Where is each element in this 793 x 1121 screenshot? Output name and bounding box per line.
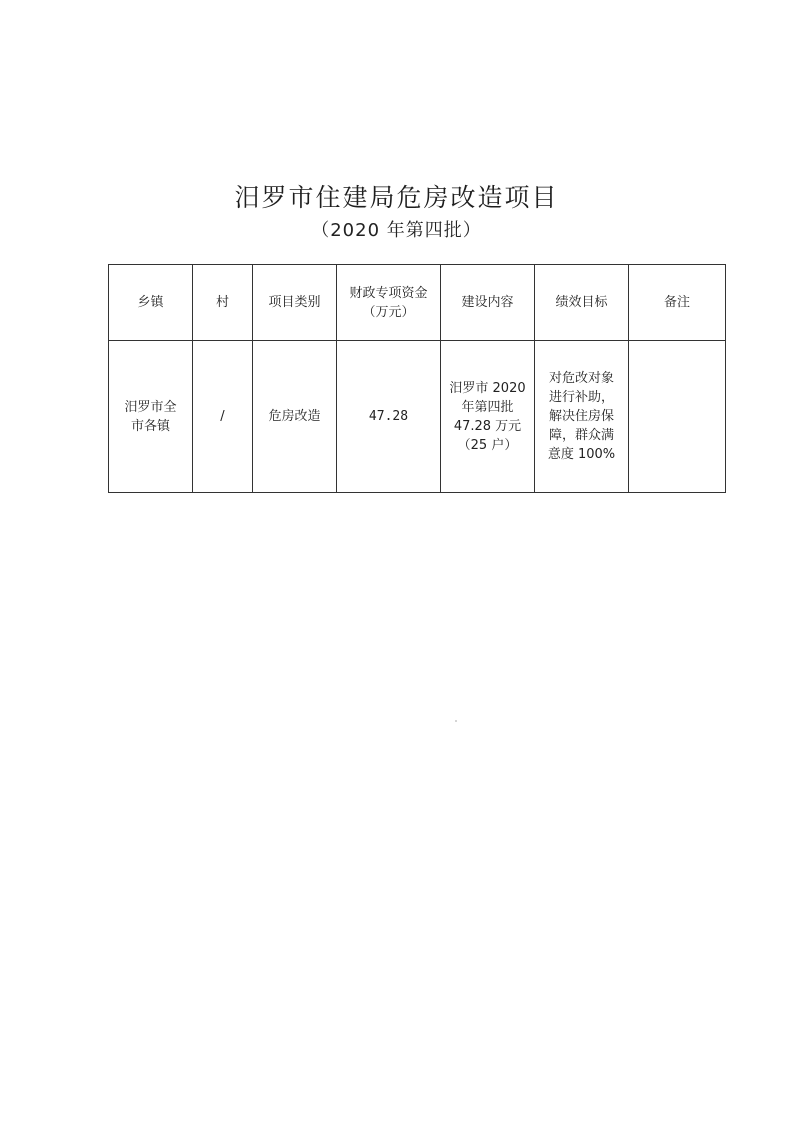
cell-content-line1: 汨罗市 2020 [449,380,526,396]
header-funds-line2: （万元） [362,304,415,320]
table-header-row [109,265,726,341]
cell-township-line1: 汨罗市全 [124,399,177,415]
header-funds [337,265,441,341]
cell-village: / [193,341,253,493]
header-content: 建设内容 [441,265,535,341]
cell-content [441,341,535,493]
cell-goal-line5: 意度 100% [547,447,616,462]
project-table [108,264,726,493]
document-title: 汨罗市住建局危房改造项目 [234,183,559,212]
cell-content-line4: （25 户） [457,437,518,453]
cell-goal-line1: 对危改对象 [548,371,614,386]
cell-content-line2: 年第四批 [461,399,514,415]
header-category: 项目类别 [253,265,337,341]
header-remarks: 备注 [629,265,726,341]
header-village: 村 [193,265,253,341]
cell-remarks [629,341,726,493]
cell-content-line3: 47.28 万元 [453,418,522,434]
cell-goal-line3: 解决住房保 [548,409,614,424]
header-township: 乡镇 [109,265,193,341]
cell-goal-line2: 进行补助， [548,390,614,405]
cell-township-line2: 市各镇 [130,418,170,434]
cell-township [109,341,193,493]
document-subtitle: （2020 年第四批） [311,220,482,241]
table-row [109,341,726,493]
cell-category: 危房改造 [253,341,337,493]
cell-goal-line4: 障，群众满 [548,428,614,443]
scan-speck [455,720,457,722]
header-goal: 绩效目标 [535,265,629,341]
cell-goal [535,341,629,493]
header-funds-line1: 财政专项资金 [349,285,428,301]
cell-funds: 47.28 [337,341,441,493]
